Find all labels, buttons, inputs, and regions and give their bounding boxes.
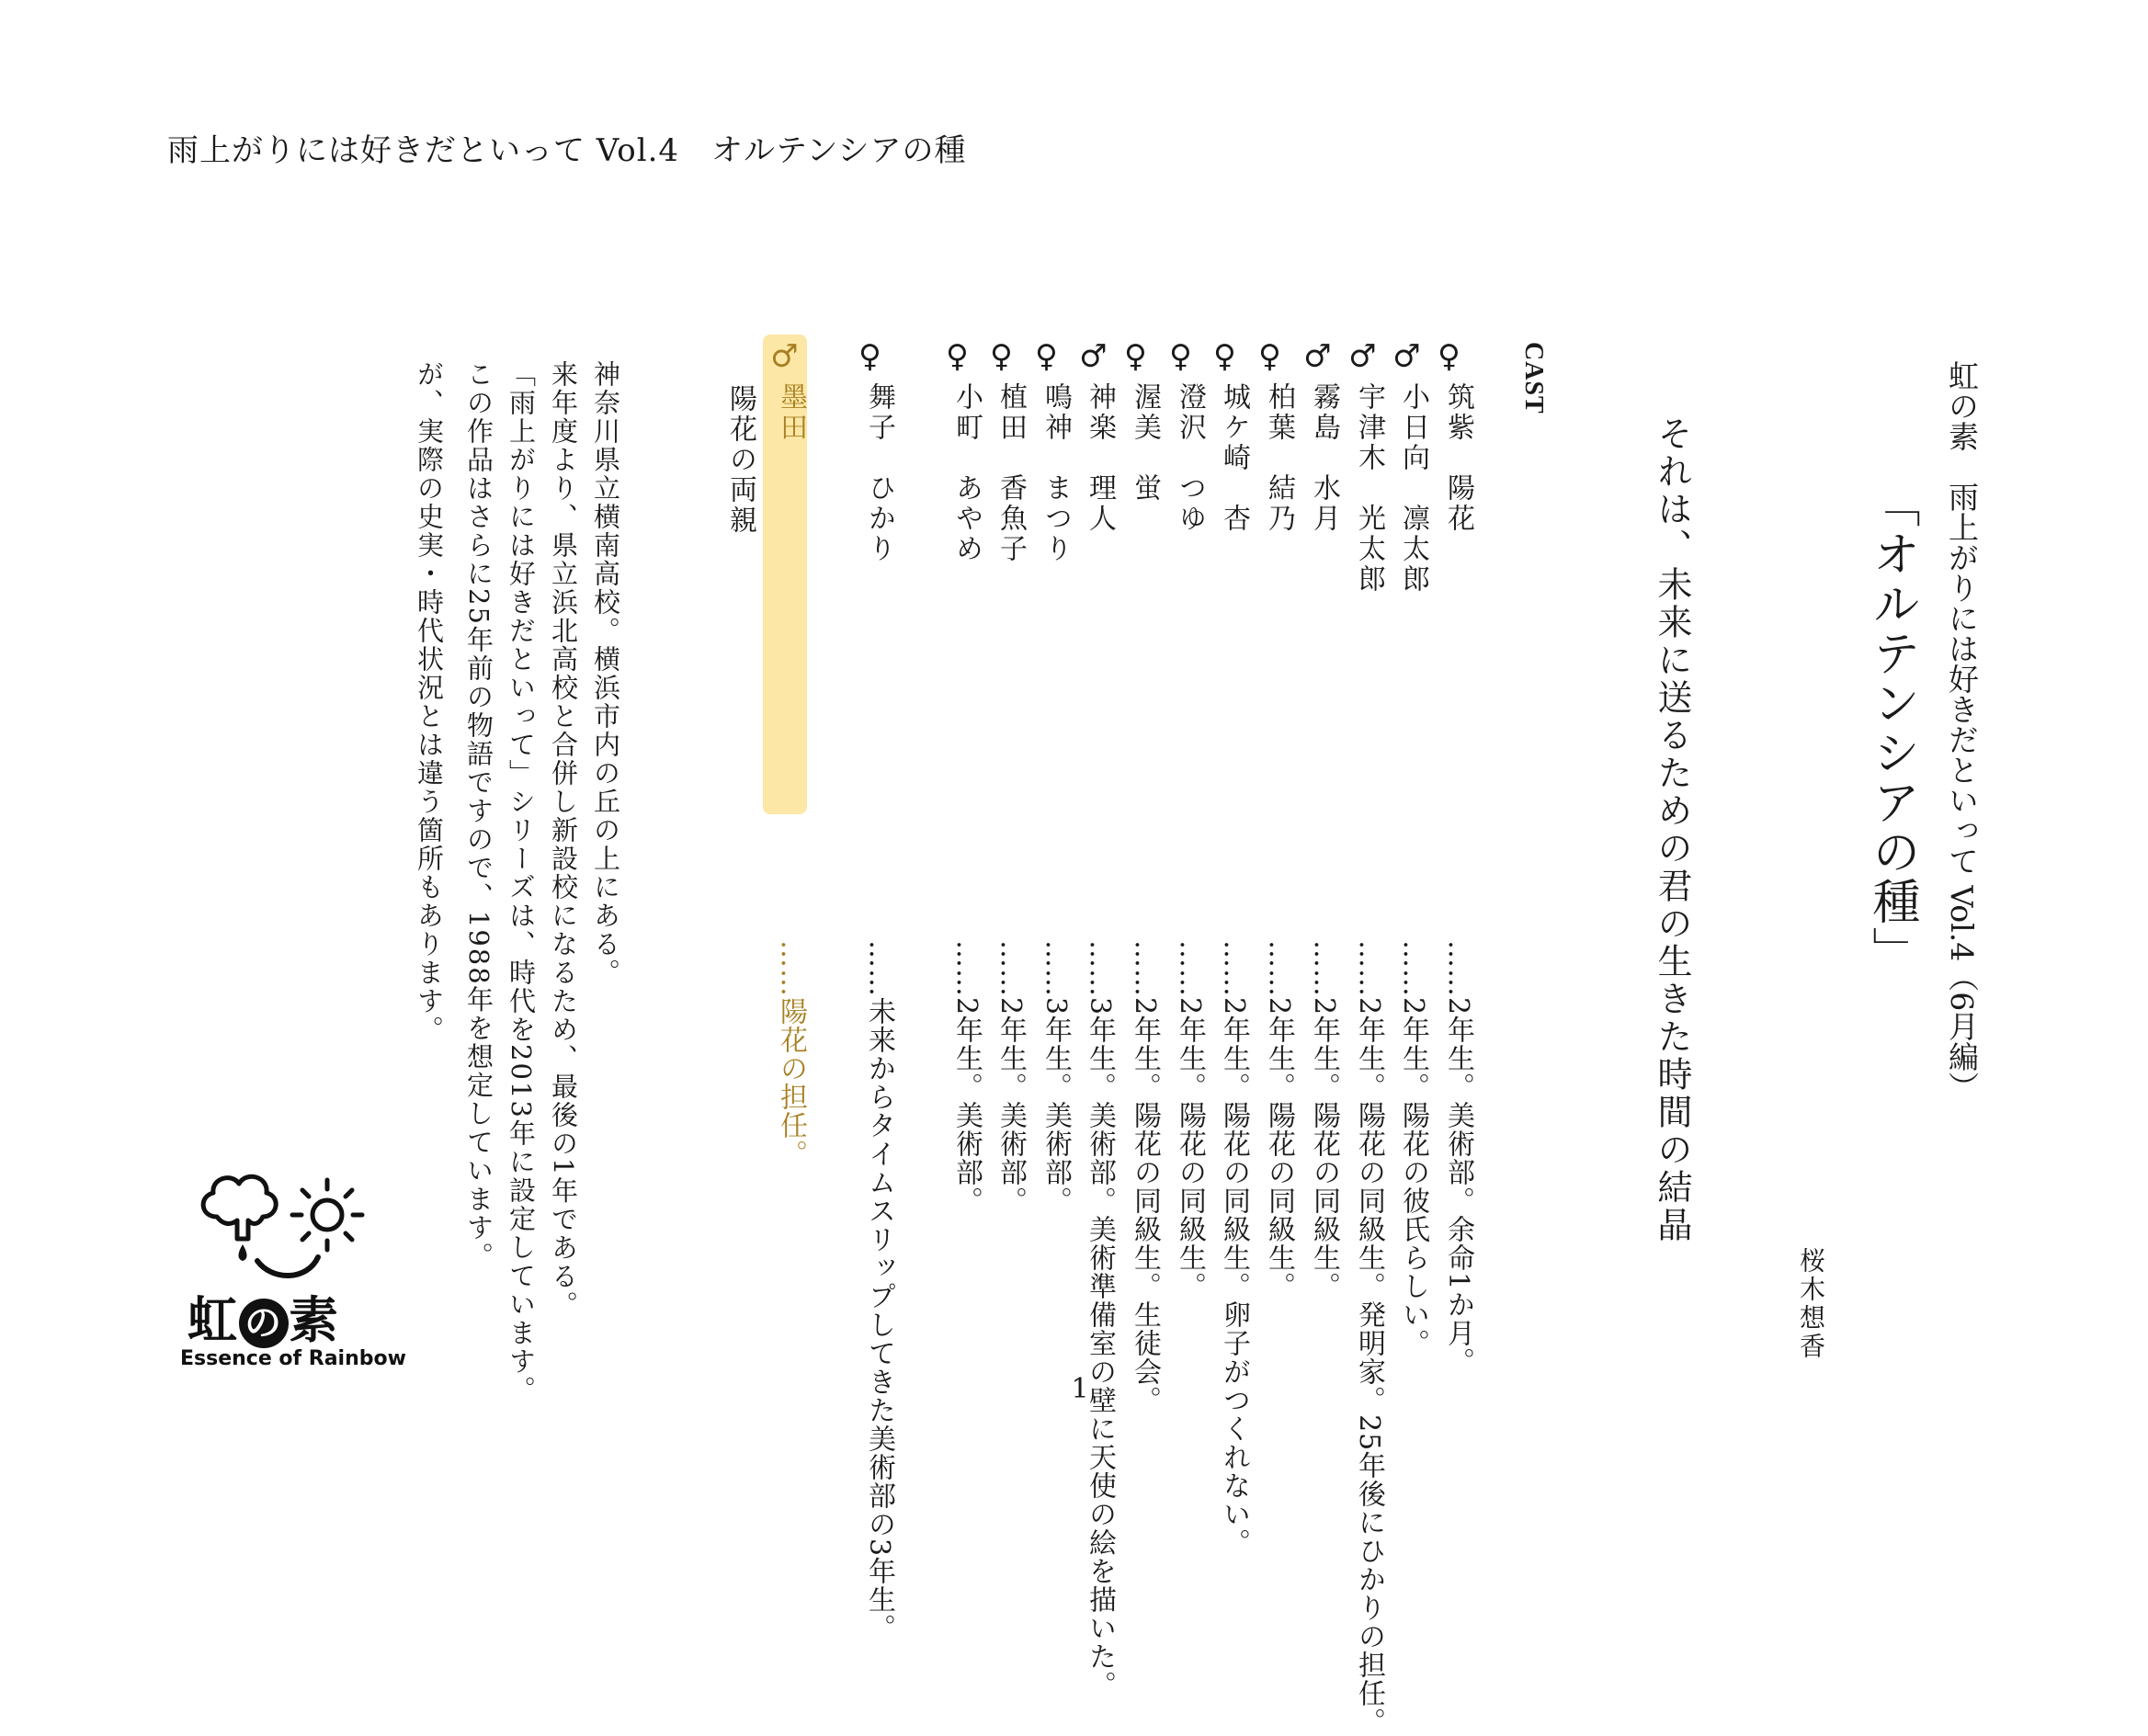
cast-description: ……2年生。陽花の同級生。発明家。25年後にひかりの担任。 (1353, 940, 1385, 1736)
gender-female-icon: ♀ (1035, 338, 1058, 375)
cast-description: ……2年生。陽花の同級生。 (1308, 940, 1340, 1301)
running-header: 雨上がりには好きだといって Vol.4 オルテンシアの種 (167, 132, 967, 169)
cast-name: 宇津木 光太郎 (1353, 382, 1385, 595)
gender-male-icon: ♂ (1348, 338, 1377, 375)
cast-name: 城ケ崎 杏 (1218, 382, 1250, 534)
cast-description: ……陽花の担任。 (775, 940, 807, 1168)
logo-tagline: Essence of Rainbow (180, 1347, 406, 1370)
note-line: この作品はさらに25年前の物語ですので、1988年を想定しています。 (463, 360, 494, 1271)
cast-description: ……2年生。美術部。 (994, 940, 1027, 1216)
page-number: 1 (1071, 1373, 1089, 1405)
cast-description: ……2年生。美術部。 (950, 940, 983, 1216)
tagline: それは、未来に送るための君の生きた時間の結晶 (1652, 415, 1692, 1244)
cast-name: 墨田 (775, 382, 807, 443)
page-title: 「オルテンシアの種」 (1864, 480, 1919, 976)
cast-description: ……2年生。美術部。余命1か月。 (1442, 940, 1474, 1377)
note-line: 神奈川県立横南高校。横浜市内の丘の上にある。 (590, 360, 621, 987)
gender-female-icon: ♀ (946, 338, 969, 375)
note-line: 来年度より、県立浜北高校と合併し新設校になるため、最後の1年である。 (548, 360, 579, 1320)
cast-name: 植田 香魚子 (994, 382, 1027, 564)
gender-female-icon: ♀ (1213, 338, 1236, 375)
gender-male-icon: ♂ (1392, 338, 1421, 375)
cast-parents: 陽花の両親 (724, 384, 756, 536)
gender-male-icon: ♂ (1079, 338, 1108, 375)
note-line: 「雨上がりには好きだといって」シリーズは、時代を2013年に設定しています。 (506, 360, 537, 1404)
cast-description: ……2年生。陽花の同級生。 (1263, 940, 1295, 1301)
gender-female-icon: ♀ (1124, 338, 1147, 375)
logo-name: 虹 の 素 (188, 1291, 340, 1349)
gender-female-icon: ♀ (858, 338, 881, 375)
cast-description: ……3年生。美術部。 (1040, 940, 1072, 1216)
cast-name: 舞子 ひかり (863, 382, 895, 564)
series-subtitle: 虹の素 雨上がりには好きだといって Vol.4（6月編） (1944, 360, 1980, 1103)
cast-name: 小町 あやめ (950, 382, 983, 564)
cast-name: 柏葉 結乃 (1263, 382, 1295, 534)
cast-name: 澄沢 つゆ (1174, 382, 1206, 534)
gender-female-icon: ♀ (1258, 338, 1281, 375)
cast-name: 小日向 凛太郎 (1397, 382, 1429, 595)
cast-description: ……2年生。陽花の同級生。卵子がつくれない。 (1218, 940, 1250, 1558)
gender-male-icon: ♂ (770, 338, 799, 375)
cast-description: ……3年生。美術部。美術準備室の壁に天使の絵を描いた。 (1084, 940, 1116, 1700)
cast-description: ……2年生。陽花の同級生。 (1174, 940, 1206, 1301)
logo-mark-icon (180, 1160, 401, 1288)
cast-description: ……未来からタイムスリップしてきた美術部の3年生。 (863, 940, 895, 1643)
cast-name: 筑紫 陽花 (1442, 382, 1474, 534)
cast-description: ……2年生。陽花の同級生。生徒会。 (1129, 940, 1161, 1415)
cast-name: 渥美 蛍 (1129, 382, 1161, 504)
gender-female-icon: ♀ (990, 338, 1013, 375)
logo (180, 1160, 406, 1380)
note-line: が、実際の史実・時代状況とは違う箇所もあります。 (414, 360, 445, 1044)
gender-male-icon: ♂ (1303, 338, 1332, 375)
cast-description: ……2年生。陽花の彼氏らしい。 (1397, 940, 1429, 1358)
author-name: 桜木想香 (1796, 1247, 1826, 1361)
gender-female-icon: ♀ (1438, 338, 1460, 375)
cast-heading: CAST (1519, 342, 1548, 414)
cast-name: 神楽 理人 (1084, 382, 1116, 534)
cast-name: 霧島 水月 (1308, 382, 1340, 534)
cast-name: 鳴神 まつり (1040, 382, 1072, 564)
gender-female-icon: ♀ (1169, 338, 1192, 375)
